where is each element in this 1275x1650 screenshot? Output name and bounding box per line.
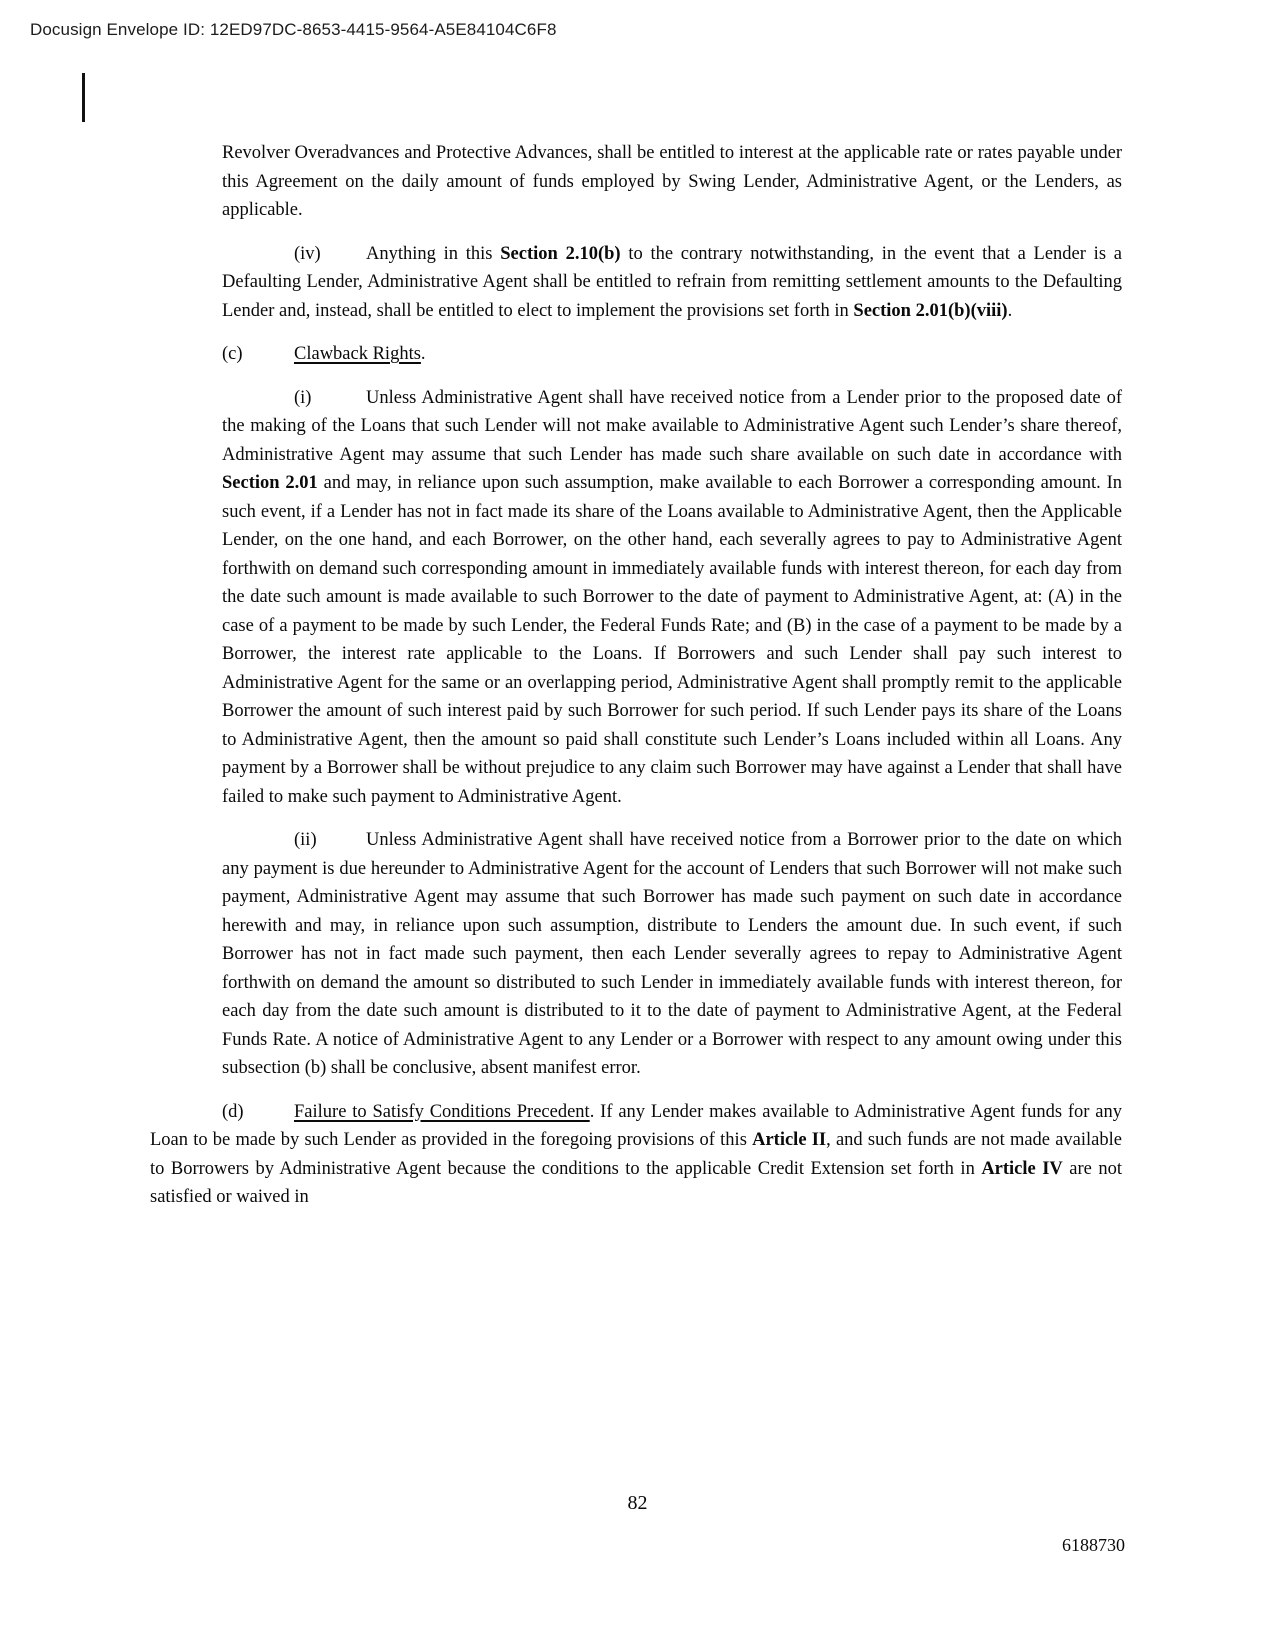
text-run: . — [420, 344, 426, 364]
paragraph-ii — [222, 826, 1122, 1083]
text-run: Section 2.10(b) — [500, 243, 621, 264]
text-run: Article II — [752, 1130, 827, 1150]
text-run: Article IV — [981, 1158, 1063, 1179]
page-number: 82 — [627, 1492, 648, 1514]
document-control-number: 6188730 — [1062, 1535, 1125, 1555]
text-run: Unless Administrative Agent shall have received notice from a Lender prior to the proposed date of the making of the Loans that such Lender will not make available to Administrative Agent such Lender’s share thereof, Administrative Agent may assume that such Lender has made such share available on such date in accordance with — [222, 387, 1122, 465]
paragraph-label: (c) — [222, 344, 243, 364]
paragraph-c — [222, 340, 1122, 369]
text-run: Revolver Overadvances and Protective Advances, shall be entitled to interest at the applicable rate or rates payable under this Agreement on the daily amount of funds employed by Swing Lender, Administrative Agent, or the Lenders, as applicable. — [222, 143, 1122, 220]
paragraph-label: (iv) — [294, 243, 321, 264]
text-run: Section 2.01(b)(viii) — [853, 300, 1008, 321]
text-run: , and such funds are not made available to Borrowers by Administrative Agent because the conditions to the applicable Credit Extension set forth in — [150, 1130, 1122, 1179]
text-run: . — [1007, 300, 1013, 321]
text-run: to the contrary notwithstanding, in the event that a Lender is a Defaulting Lender, Administrative Agent shall be entitled to refrain from remitting settlement amounts to the Defaulting Lender and, instead, shall be entitled to elect to implement the provisions set forth in — [222, 243, 1122, 321]
docusign-envelope-id: Docusign Envelope ID: 12ED97DC-8653-4415-9564-A5E84104C6F8 — [30, 20, 557, 39]
paragraph-label: (ii) — [294, 830, 317, 850]
text-run: Clawback Rights — [294, 344, 421, 364]
paragraph-iv — [222, 240, 1122, 326]
paragraph-i — [222, 384, 1122, 812]
text-run: Anything in this — [366, 243, 501, 264]
document-body — [150, 139, 1122, 1212]
paragraph-label: (i) — [294, 387, 312, 408]
text-run: and may, in reliance upon such assumption, make available to each Borrower a corresponding amount. In such event, if a Lender has not in fact made its share of the Loans available to Administrative Agent, then the Applicable Lender, on the one hand, and each Borrower, on the other hand, each severally agrees to pay to Administrative Agent forthwith on demand such corresponding amount in immediately available funds with interest thereon, for each day from the date such amount is made available to such Borrower to the date of payment to Administrative Agent, at: (A) in the case of a payment to be made by such Lender, the Federal Funds Rate; and (B) in the case of a payment to be made by a Borrower, the interest rate applicable to the Loans. If Borrowers and such Lender shall pay such interest to Administrative Agent for the same or an overlapping period, Administrative Agent shall promptly remit to the applicable Borrower the amount of such interest paid by such Borrower for such period. If such Lender pays its share of the Loans to Administrative Agent, then the amount so paid shall constitute such Lender’s Loans included within all Loans. Any payment by a Borrower shall be without prejudice to any claim such Borrower may have against a Lender that shall have failed to make such payment to Administrative Agent. — [222, 473, 1122, 807]
text-run: Failure to Satisfy Conditions Precedent — [294, 1101, 590, 1122]
paragraph-continuation — [222, 139, 1122, 225]
text-run: Unless Administrative Agent shall have received notice from a Borrower prior to the date on which any payment is due hereunder to Administrative Agent for the account of Lenders that such Borrower will not make such payment, Administrative Agent may assume that such Borrower has made such payment on such date in accordance herewith and may, in reliance upon such assumption, distribute to Lenders the amount due. In such event, if such Borrower has not in fact made such payment, then each Lender severally agrees to repay to Administrative Agent forthwith on demand the amount so distributed to such Lender in immediately available funds with interest thereon, for each day from the date such amount is distributed to it to the date of payment to Administrative Agent, at the Federal Funds Rate. A notice of Administrative Agent to any Lender or a Borrower with respect to any amount owing under this subsection (b) shall be conclusive, absent manifest error. — [222, 830, 1122, 1078]
text-run: Section 2.01 — [222, 473, 318, 493]
text-run: . If any Lender makes available to Administrative Agent funds for any Loan to be made by such Lender as provided in the foregoing provisions of this — [150, 1101, 1122, 1150]
revision-change-bar — [82, 73, 85, 122]
paragraph-d — [150, 1098, 1122, 1212]
paragraph-label: (d) — [222, 1101, 244, 1122]
text-run: are not satisfied or waived in — [150, 1158, 1122, 1207]
